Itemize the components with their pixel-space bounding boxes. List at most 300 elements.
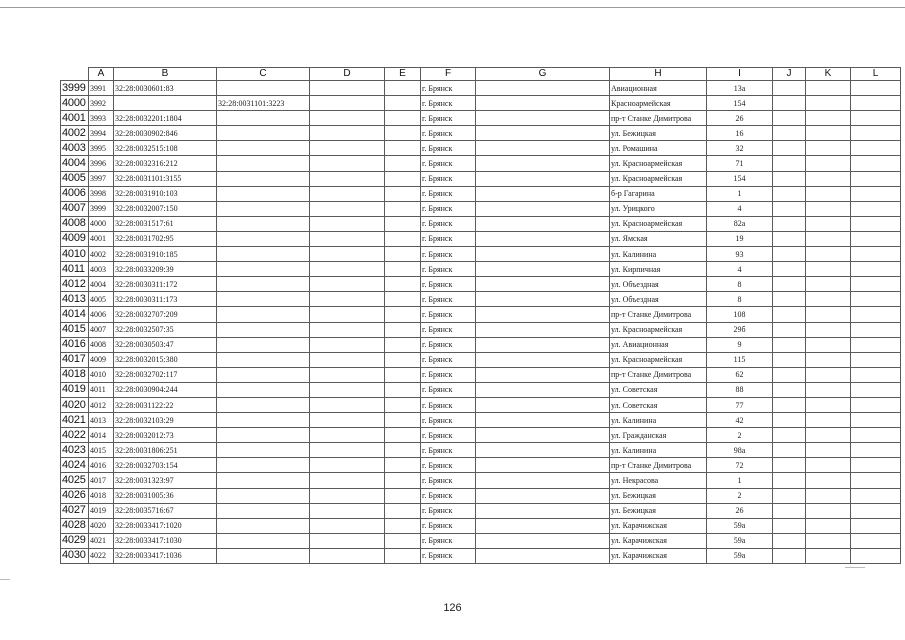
cell-h[interactable]: ул. Красноармейская (610, 216, 707, 231)
cell-b[interactable]: 32:28:0030503:47 (114, 337, 217, 352)
cell-l[interactable] (851, 231, 901, 246)
cell-c[interactable] (217, 141, 310, 156)
cell-a[interactable]: 3993 (89, 111, 114, 126)
cell-e[interactable] (385, 81, 421, 96)
cell-b[interactable]: 32:28:0032103:29 (114, 413, 217, 428)
cell-a[interactable]: 4021 (89, 533, 114, 548)
cell-h[interactable]: ул. Объездная (610, 277, 707, 292)
cell-a[interactable]: 3999 (89, 201, 114, 216)
cell-j[interactable] (773, 382, 806, 397)
cell-g[interactable] (476, 518, 610, 533)
cell-a[interactable]: 4002 (89, 247, 114, 262)
row-number[interactable]: 4019 (61, 382, 89, 397)
cell-l[interactable] (851, 518, 901, 533)
cell-k[interactable] (806, 518, 851, 533)
cell-b[interactable]: 32:28:0031323:97 (114, 473, 217, 488)
column-header[interactable]: L (851, 68, 901, 81)
row-number[interactable]: 4030 (61, 548, 89, 563)
cell-i[interactable]: 13а (707, 81, 773, 96)
cell-d[interactable] (310, 247, 385, 262)
cell-f[interactable]: г. Брянск (421, 443, 476, 458)
cell-h[interactable]: ул. Красноармейская (610, 171, 707, 186)
cell-e[interactable] (385, 503, 421, 518)
column-header[interactable]: B (114, 68, 217, 81)
cell-j[interactable] (773, 443, 806, 458)
cell-j[interactable] (773, 96, 806, 111)
cell-k[interactable] (806, 216, 851, 231)
cell-j[interactable] (773, 518, 806, 533)
cell-h[interactable]: ул. Некрасова (610, 473, 707, 488)
cell-c[interactable] (217, 397, 310, 412)
corner-cell[interactable] (61, 68, 89, 81)
cell-c[interactable] (217, 262, 310, 277)
row-number[interactable]: 3999 (61, 81, 89, 96)
cell-h[interactable]: пр-т Станке Димитрова (610, 307, 707, 322)
cell-j[interactable] (773, 428, 806, 443)
cell-k[interactable] (806, 171, 851, 186)
cell-i[interactable]: 8 (707, 277, 773, 292)
cell-h[interactable]: ул. Бежицкая (610, 488, 707, 503)
cell-d[interactable] (310, 337, 385, 352)
cell-e[interactable] (385, 397, 421, 412)
cell-c[interactable] (217, 277, 310, 292)
cell-g[interactable] (476, 171, 610, 186)
cell-j[interactable] (773, 81, 806, 96)
cell-h[interactable]: ул. Урицкого (610, 201, 707, 216)
cell-g[interactable] (476, 473, 610, 488)
cell-c[interactable] (217, 337, 310, 352)
row-number[interactable]: 4018 (61, 367, 89, 382)
cell-g[interactable] (476, 337, 610, 352)
cell-c[interactable] (217, 186, 310, 201)
cell-a[interactable]: 4020 (89, 518, 114, 533)
row-number[interactable]: 4000 (61, 96, 89, 111)
cell-d[interactable] (310, 548, 385, 563)
cell-h[interactable]: ул. Бежицкая (610, 503, 707, 518)
cell-k[interactable] (806, 503, 851, 518)
cell-e[interactable] (385, 96, 421, 111)
cell-f[interactable]: г. Брянск (421, 397, 476, 412)
cell-d[interactable] (310, 216, 385, 231)
cell-b[interactable]: 32:28:0030311:172 (114, 277, 217, 292)
cell-l[interactable] (851, 247, 901, 262)
cell-j[interactable] (773, 413, 806, 428)
cell-j[interactable] (773, 141, 806, 156)
cell-d[interactable] (310, 277, 385, 292)
cell-b[interactable]: 32:28:0032012:73 (114, 428, 217, 443)
cell-a[interactable]: 4013 (89, 413, 114, 428)
cell-d[interactable] (310, 367, 385, 382)
cell-g[interactable] (476, 413, 610, 428)
cell-b[interactable]: 32:28:0032515:108 (114, 141, 217, 156)
cell-j[interactable] (773, 337, 806, 352)
cell-d[interactable] (310, 262, 385, 277)
cell-d[interactable] (310, 322, 385, 337)
cell-f[interactable]: г. Брянск (421, 111, 476, 126)
cell-b[interactable]: 32:28:0032703:154 (114, 458, 217, 473)
cell-g[interactable] (476, 277, 610, 292)
cell-j[interactable] (773, 458, 806, 473)
cell-d[interactable] (310, 518, 385, 533)
cell-b[interactable]: 32:28:0031806:251 (114, 443, 217, 458)
cell-i[interactable]: 16 (707, 126, 773, 141)
cell-j[interactable] (773, 126, 806, 141)
row-number[interactable]: 4014 (61, 307, 89, 322)
row-number[interactable]: 4011 (61, 262, 89, 277)
cell-l[interactable] (851, 126, 901, 141)
cell-h[interactable]: ул. Ямская (610, 231, 707, 246)
cell-a[interactable]: 4006 (89, 307, 114, 322)
cell-i[interactable]: 71 (707, 156, 773, 171)
cell-j[interactable] (773, 352, 806, 367)
cell-i[interactable]: 154 (707, 96, 773, 111)
cell-h[interactable]: ул. Гражданская (610, 428, 707, 443)
cell-d[interactable] (310, 428, 385, 443)
cell-f[interactable]: г. Брянск (421, 382, 476, 397)
cell-e[interactable] (385, 201, 421, 216)
cell-a[interactable]: 3995 (89, 141, 114, 156)
cell-h[interactable]: ул. Калинина (610, 247, 707, 262)
row-number[interactable]: 4026 (61, 488, 89, 503)
cell-d[interactable] (310, 413, 385, 428)
cell-d[interactable] (310, 458, 385, 473)
cell-d[interactable] (310, 443, 385, 458)
cell-i[interactable]: 108 (707, 307, 773, 322)
cell-c[interactable] (217, 201, 310, 216)
cell-a[interactable]: 4010 (89, 367, 114, 382)
cell-d[interactable] (310, 156, 385, 171)
cell-b[interactable]: 32:28:0032507:35 (114, 322, 217, 337)
cell-g[interactable] (476, 503, 610, 518)
cell-j[interactable] (773, 367, 806, 382)
row-number[interactable]: 4023 (61, 443, 89, 458)
cell-e[interactable] (385, 231, 421, 246)
cell-f[interactable]: г. Брянск (421, 201, 476, 216)
cell-h[interactable]: б-р Гагарина (610, 186, 707, 201)
cell-j[interactable] (773, 171, 806, 186)
cell-l[interactable] (851, 367, 901, 382)
cell-a[interactable]: 4003 (89, 262, 114, 277)
cell-f[interactable]: г. Брянск (421, 186, 476, 201)
cell-b[interactable]: 32:28:0030601:83 (114, 81, 217, 96)
cell-i[interactable]: 9 (707, 337, 773, 352)
cell-e[interactable] (385, 367, 421, 382)
cell-c[interactable] (217, 518, 310, 533)
cell-k[interactable] (806, 277, 851, 292)
cell-h[interactable]: пр-т Станке Димитрова (610, 367, 707, 382)
cell-l[interactable] (851, 337, 901, 352)
cell-j[interactable] (773, 262, 806, 277)
cell-i[interactable]: 32 (707, 141, 773, 156)
row-number[interactable]: 4020 (61, 397, 89, 412)
cell-b[interactable]: 32:28:0033209:39 (114, 262, 217, 277)
cell-c[interactable] (217, 111, 310, 126)
cell-g[interactable] (476, 247, 610, 262)
cell-k[interactable] (806, 231, 851, 246)
cell-k[interactable] (806, 186, 851, 201)
cell-k[interactable] (806, 201, 851, 216)
cell-j[interactable] (773, 231, 806, 246)
cell-g[interactable] (476, 488, 610, 503)
cell-i[interactable]: 8 (707, 292, 773, 307)
row-number[interactable]: 4015 (61, 322, 89, 337)
cell-i[interactable]: 4 (707, 201, 773, 216)
row-number[interactable]: 4004 (61, 156, 89, 171)
row-number[interactable]: 4002 (61, 126, 89, 141)
cell-f[interactable]: г. Брянск (421, 231, 476, 246)
cell-c[interactable] (217, 81, 310, 96)
cell-h[interactable]: ул. Карачижская (610, 548, 707, 563)
cell-b[interactable]: 32:28:0032201:1804 (114, 111, 217, 126)
column-header[interactable]: F (421, 68, 476, 81)
cell-b[interactable]: 32:28:0032007:150 (114, 201, 217, 216)
cell-a[interactable]: 3996 (89, 156, 114, 171)
cell-c[interactable]: 32:28:0031101:3223 (217, 96, 310, 111)
cell-l[interactable] (851, 458, 901, 473)
cell-i[interactable]: 26 (707, 111, 773, 126)
cell-j[interactable] (773, 277, 806, 292)
cell-l[interactable] (851, 443, 901, 458)
cell-g[interactable] (476, 548, 610, 563)
column-header[interactable]: E (385, 68, 421, 81)
cell-c[interactable] (217, 292, 310, 307)
cell-e[interactable] (385, 458, 421, 473)
cell-i[interactable]: 1 (707, 186, 773, 201)
row-number[interactable]: 4027 (61, 503, 89, 518)
cell-d[interactable] (310, 352, 385, 367)
cell-j[interactable] (773, 307, 806, 322)
cell-d[interactable] (310, 81, 385, 96)
column-header[interactable]: C (217, 68, 310, 81)
cell-a[interactable]: 4018 (89, 488, 114, 503)
cell-i[interactable]: 62 (707, 367, 773, 382)
cell-j[interactable] (773, 156, 806, 171)
row-number[interactable]: 4017 (61, 352, 89, 367)
cell-l[interactable] (851, 382, 901, 397)
cell-d[interactable] (310, 307, 385, 322)
cell-j[interactable] (773, 201, 806, 216)
cell-k[interactable] (806, 367, 851, 382)
row-number[interactable]: 4028 (61, 518, 89, 533)
cell-h[interactable]: ул. Красноармейская (610, 322, 707, 337)
cell-f[interactable]: г. Брянск (421, 96, 476, 111)
cell-e[interactable] (385, 126, 421, 141)
cell-f[interactable]: г. Брянск (421, 277, 476, 292)
cell-j[interactable] (773, 503, 806, 518)
cell-h[interactable]: ул. Калинина (610, 443, 707, 458)
row-number[interactable]: 4021 (61, 413, 89, 428)
cell-j[interactable] (773, 488, 806, 503)
cell-l[interactable] (851, 111, 901, 126)
cell-l[interactable] (851, 96, 901, 111)
cell-h[interactable]: ул. Бежицкая (610, 126, 707, 141)
cell-e[interactable] (385, 262, 421, 277)
cell-b[interactable]: 32:28:0031910:185 (114, 247, 217, 262)
cell-c[interactable] (217, 156, 310, 171)
cell-f[interactable]: г. Брянск (421, 141, 476, 156)
cell-j[interactable] (773, 548, 806, 563)
cell-l[interactable] (851, 413, 901, 428)
cell-j[interactable] (773, 322, 806, 337)
column-header[interactable]: K (806, 68, 851, 81)
row-number[interactable]: 4010 (61, 247, 89, 262)
row-number[interactable]: 4005 (61, 171, 89, 186)
cell-e[interactable] (385, 307, 421, 322)
cell-j[interactable] (773, 216, 806, 231)
cell-l[interactable] (851, 307, 901, 322)
cell-k[interactable] (806, 488, 851, 503)
cell-a[interactable]: 4007 (89, 322, 114, 337)
cell-e[interactable] (385, 443, 421, 458)
cell-a[interactable]: 4011 (89, 382, 114, 397)
cell-a[interactable]: 4022 (89, 548, 114, 563)
cell-k[interactable] (806, 382, 851, 397)
cell-g[interactable] (476, 382, 610, 397)
cell-h[interactable]: Красноармейская (610, 96, 707, 111)
cell-d[interactable] (310, 126, 385, 141)
row-number[interactable]: 4006 (61, 186, 89, 201)
cell-k[interactable] (806, 533, 851, 548)
cell-k[interactable] (806, 473, 851, 488)
cell-g[interactable] (476, 126, 610, 141)
cell-i[interactable]: 2 (707, 488, 773, 503)
cell-h[interactable]: ул. Карачижская (610, 518, 707, 533)
cell-h[interactable]: пр-т Станке Димитрова (610, 111, 707, 126)
cell-h[interactable]: Авиационная (610, 81, 707, 96)
cell-e[interactable] (385, 518, 421, 533)
row-number[interactable]: 4001 (61, 111, 89, 126)
row-number[interactable]: 4003 (61, 141, 89, 156)
cell-l[interactable] (851, 322, 901, 337)
cell-f[interactable]: г. Брянск (421, 413, 476, 428)
cell-a[interactable]: 4015 (89, 443, 114, 458)
row-number[interactable]: 4007 (61, 201, 89, 216)
column-header[interactable]: D (310, 68, 385, 81)
cell-c[interactable] (217, 231, 310, 246)
cell-k[interactable] (806, 322, 851, 337)
cell-a[interactable]: 4016 (89, 458, 114, 473)
cell-k[interactable] (806, 428, 851, 443)
cell-c[interactable] (217, 382, 310, 397)
cell-f[interactable]: г. Брянск (421, 458, 476, 473)
cell-g[interactable] (476, 156, 610, 171)
cell-g[interactable] (476, 231, 610, 246)
cell-f[interactable]: г. Брянск (421, 352, 476, 367)
cell-a[interactable]: 4000 (89, 216, 114, 231)
cell-j[interactable] (773, 397, 806, 412)
cell-a[interactable]: 3991 (89, 81, 114, 96)
cell-l[interactable] (851, 171, 901, 186)
cell-j[interactable] (773, 533, 806, 548)
cell-e[interactable] (385, 337, 421, 352)
cell-k[interactable] (806, 262, 851, 277)
cell-k[interactable] (806, 548, 851, 563)
cell-l[interactable] (851, 292, 901, 307)
cell-i[interactable]: 154 (707, 171, 773, 186)
cell-k[interactable] (806, 81, 851, 96)
cell-a[interactable]: 3992 (89, 96, 114, 111)
row-number[interactable]: 4016 (61, 337, 89, 352)
cell-i[interactable]: 98а (707, 443, 773, 458)
cell-i[interactable]: 82а (707, 216, 773, 231)
cell-h[interactable]: ул. Ромашина (610, 141, 707, 156)
row-number[interactable]: 4024 (61, 458, 89, 473)
cell-b[interactable]: 32:28:0031005:36 (114, 488, 217, 503)
cell-e[interactable] (385, 488, 421, 503)
cell-f[interactable]: г. Брянск (421, 247, 476, 262)
cell-d[interactable] (310, 231, 385, 246)
cell-l[interactable] (851, 488, 901, 503)
cell-f[interactable]: г. Брянск (421, 262, 476, 277)
cell-c[interactable] (217, 126, 310, 141)
cell-c[interactable] (217, 503, 310, 518)
cell-g[interactable] (476, 262, 610, 277)
cell-c[interactable] (217, 473, 310, 488)
cell-k[interactable] (806, 141, 851, 156)
cell-e[interactable] (385, 292, 421, 307)
cell-j[interactable] (773, 292, 806, 307)
cell-g[interactable] (476, 443, 610, 458)
cell-a[interactable]: 4004 (89, 277, 114, 292)
cell-g[interactable] (476, 428, 610, 443)
cell-b[interactable]: 32:28:0030904:244 (114, 382, 217, 397)
cell-g[interactable] (476, 81, 610, 96)
cell-l[interactable] (851, 548, 901, 563)
cell-g[interactable] (476, 458, 610, 473)
cell-f[interactable]: г. Брянск (421, 533, 476, 548)
cell-i[interactable]: 88 (707, 382, 773, 397)
cell-g[interactable] (476, 307, 610, 322)
cell-g[interactable] (476, 186, 610, 201)
cell-h[interactable]: ул. Кирпичная (610, 262, 707, 277)
cell-e[interactable] (385, 141, 421, 156)
cell-f[interactable]: г. Брянск (421, 126, 476, 141)
cell-k[interactable] (806, 126, 851, 141)
cell-k[interactable] (806, 292, 851, 307)
cell-k[interactable] (806, 413, 851, 428)
cell-l[interactable] (851, 201, 901, 216)
cell-e[interactable] (385, 171, 421, 186)
cell-d[interactable] (310, 111, 385, 126)
cell-i[interactable]: 19 (707, 231, 773, 246)
cell-b[interactable]: 32:28:0033417:1020 (114, 518, 217, 533)
cell-b[interactable]: 32:28:0032702:117 (114, 367, 217, 382)
cell-c[interactable] (217, 171, 310, 186)
cell-i[interactable]: 59а (707, 533, 773, 548)
cell-a[interactable]: 3994 (89, 126, 114, 141)
cell-g[interactable] (476, 352, 610, 367)
cell-i[interactable]: 115 (707, 352, 773, 367)
cell-l[interactable] (851, 533, 901, 548)
cell-h[interactable]: ул. Калинина (610, 413, 707, 428)
row-number[interactable]: 4012 (61, 277, 89, 292)
cell-a[interactable]: 4008 (89, 337, 114, 352)
cell-c[interactable] (217, 428, 310, 443)
cell-b[interactable]: 32:28:0031122:22 (114, 397, 217, 412)
cell-l[interactable] (851, 186, 901, 201)
cell-a[interactable]: 4005 (89, 292, 114, 307)
cell-a[interactable]: 4009 (89, 352, 114, 367)
cell-l[interactable] (851, 503, 901, 518)
cell-d[interactable] (310, 397, 385, 412)
cell-i[interactable]: 93 (707, 247, 773, 262)
cell-c[interactable] (217, 247, 310, 262)
cell-g[interactable] (476, 533, 610, 548)
cell-j[interactable] (773, 473, 806, 488)
cell-b[interactable]: 32:28:0030311:173 (114, 292, 217, 307)
cell-g[interactable] (476, 201, 610, 216)
column-header[interactable]: G (476, 68, 610, 81)
